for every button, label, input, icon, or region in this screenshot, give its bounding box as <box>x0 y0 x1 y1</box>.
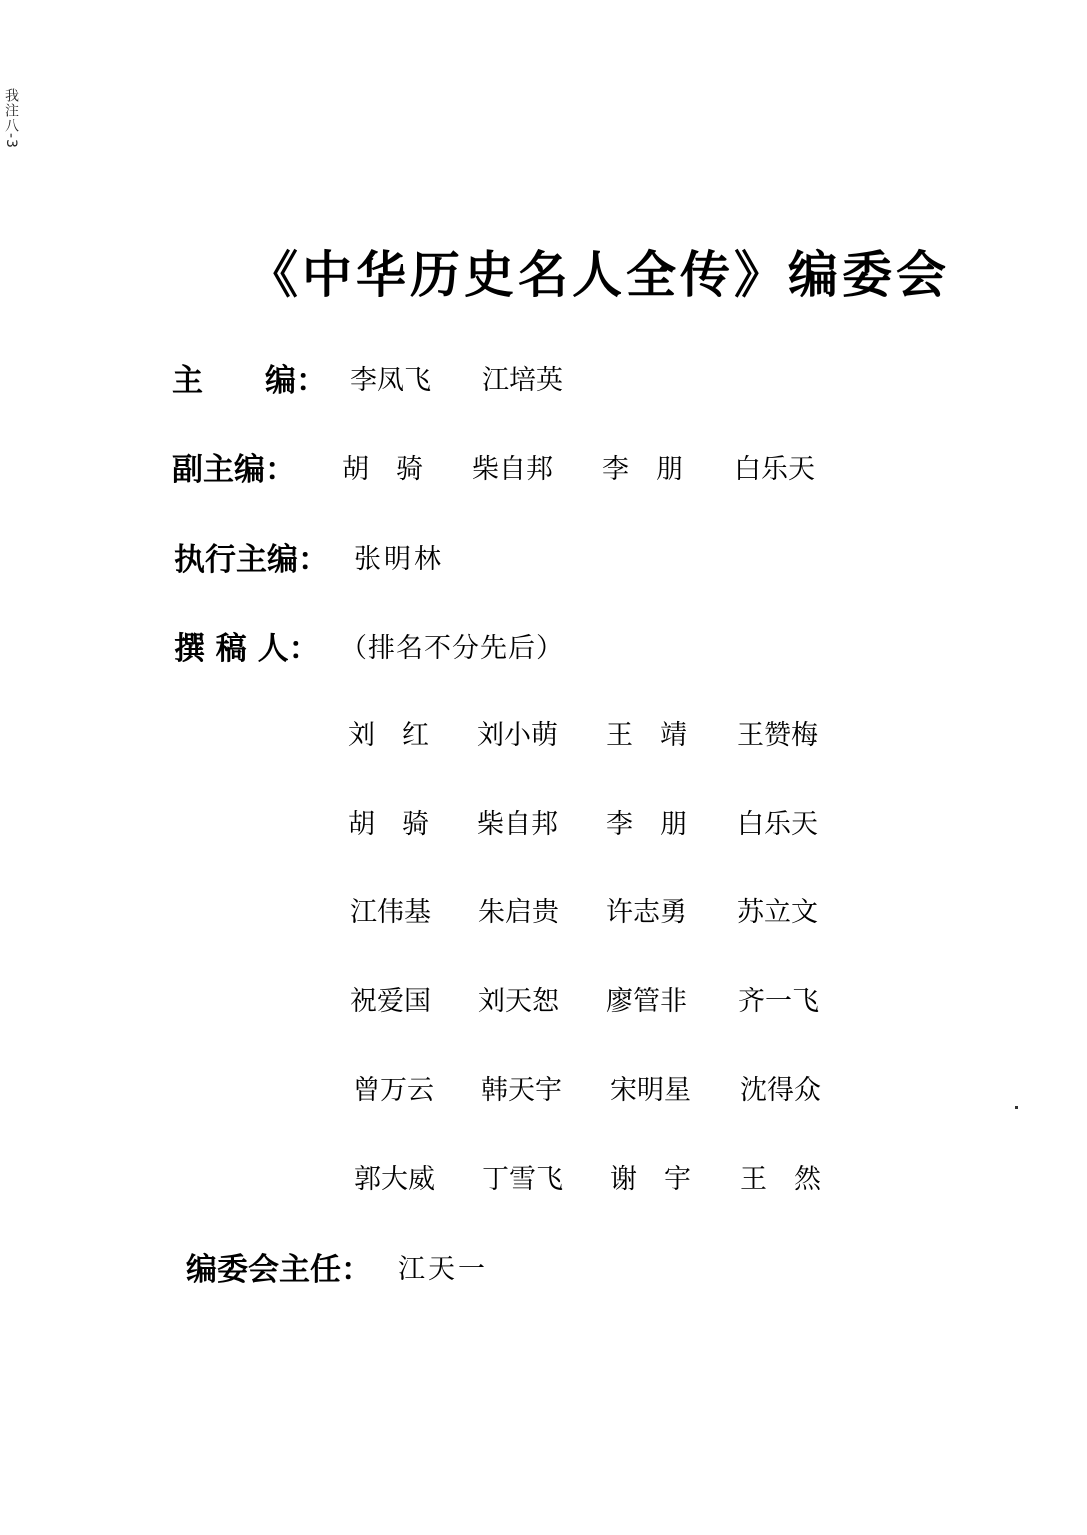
writer-name: 曾万云 <box>353 1075 434 1106</box>
chief-editor-name: 江培英 <box>482 365 563 396</box>
deputy-editor-name: 李 朋 <box>602 454 683 485</box>
executive-editor-name: 张明林 <box>354 544 444 575</box>
writer-name: 朱启贵 <box>478 897 559 928</box>
writer-name: 王 靖 <box>606 720 687 751</box>
writer-name: 齐一飞 <box>738 986 819 1017</box>
deputy-editor-name: 胡 骑 <box>342 454 423 485</box>
chief-editor-label: 主 编： <box>172 363 327 399</box>
page-title: 《中华历史名人全传》编委会 <box>248 246 950 304</box>
writer-name: 祝爱国 <box>350 986 431 1017</box>
writer-name: 许志勇 <box>606 897 687 928</box>
writer-name: 廖管非 <box>606 986 687 1017</box>
margin-handwritten-note: 我注八-3 <box>3 88 19 149</box>
writer-name: 刘 红 <box>348 720 429 751</box>
writer-name: 苏立文 <box>737 897 818 928</box>
deputy-editor-label: 副主编： <box>172 452 296 488</box>
writer-name: 沈得众 <box>740 1075 821 1106</box>
committee-director-label: 编委会主任： <box>186 1252 372 1288</box>
deputy-editor-name: 白乐天 <box>734 454 815 485</box>
writer-name: 丁雪飞 <box>482 1164 563 1195</box>
writer-name: 谢 宇 <box>610 1164 691 1195</box>
writer-name: 宋明星 <box>610 1075 691 1106</box>
writer-name: 韩天宇 <box>481 1075 562 1106</box>
writer-name: 郭大威 <box>354 1164 435 1195</box>
writer-name: 王赞梅 <box>737 720 818 751</box>
writer-name: 江伟基 <box>350 897 431 928</box>
scan-speck <box>1015 1106 1018 1109</box>
writers-order-note: （排名不分先后） <box>340 633 564 664</box>
writer-name: 刘天恕 <box>478 986 559 1017</box>
writer-name: 王 然 <box>740 1164 821 1195</box>
writer-name: 刘小萌 <box>477 720 558 751</box>
deputy-editor-name: 柴自邦 <box>472 454 553 485</box>
writer-name: 柴自邦 <box>477 809 558 840</box>
writers-label: 撰 稿 人： <box>174 631 320 667</box>
committee-director-name: 江天一 <box>398 1254 488 1285</box>
chief-editor-name: 李凤飞 <box>350 365 431 396</box>
executive-editor-label: 执行主编： <box>174 542 329 578</box>
writer-name: 李 朋 <box>606 809 687 840</box>
writer-name: 胡 骑 <box>348 809 429 840</box>
writer-name: 白乐天 <box>737 809 818 840</box>
